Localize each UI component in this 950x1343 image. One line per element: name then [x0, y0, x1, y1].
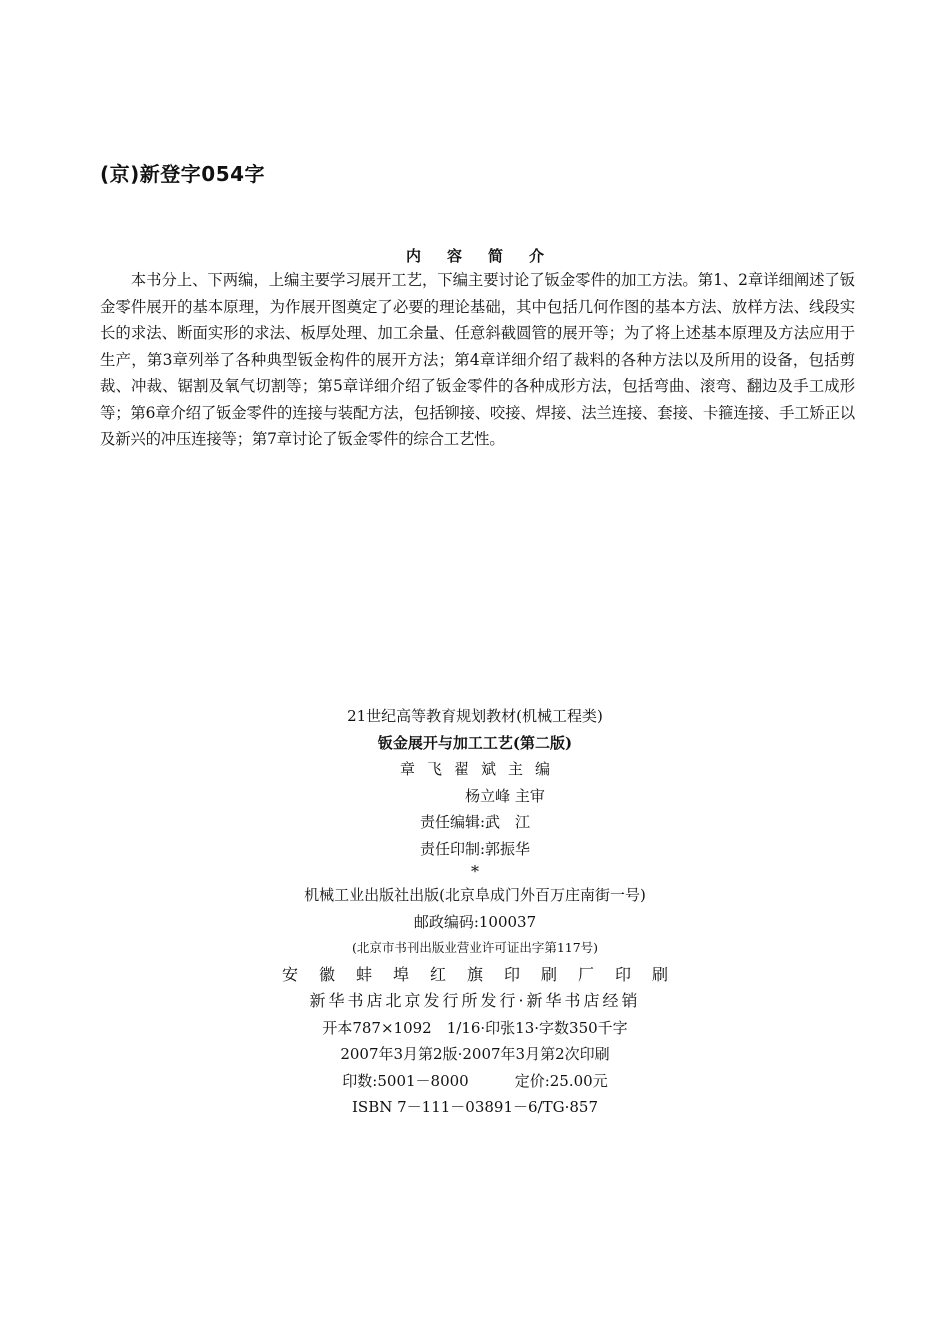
- responsible-editor: 责任编辑:武 江: [419, 813, 531, 831]
- book-title: 钣金展开与加工工艺(第二版): [377, 733, 573, 752]
- print-run: 印数:5001－8000: [342, 1071, 469, 1090]
- responsible-printing: 责任印制:郭振华: [419, 839, 531, 858]
- distributor: 新华书店北京发行所发行·新华书店经销: [309, 991, 641, 1010]
- chief-reviewer: 杨立峰 主审: [465, 786, 545, 805]
- series-name: 21世纪高等教育规划教材(机械工程类): [347, 707, 603, 725]
- printer: 安徽蚌埠红旗印刷厂印刷: [281, 964, 689, 984]
- editor-in-chief: 章飞翟斌主编: [399, 760, 562, 778]
- price: 定价:25.00元: [514, 1071, 608, 1090]
- publisher: 机械工业出版社出版(北京阜成门外百万庄南街一号): [304, 886, 646, 904]
- print-run-and-price: [0, 1068, 950, 1095]
- format-info: 开本787×1092 1/16·印张13·字数350千字: [322, 1018, 628, 1037]
- summary-paragraph: 本书分上、下两编，上编主要学习展开工艺，下编主要讨论了钣金零件的加工方法。第1、2章详细阐述了钣金零件展开的基本原理，为作展开图奠定了必要的理论基础，其中包括几何作图的基本方法、放样方法、线段实长的求法、断面实形的求法、板厚处理、加工余量、任意斜截圆管的展开等；为了将上述基本原理及方法应用于生产，第3章列举了各种典型钣金构件的展开方法；第4章详细介绍了裁料的各种方法以及所用的设备，包括剪裁、冲裁、锯割及氧气切割等；第5章详细介绍了钣金零件的各种成形方法，包括弯曲、滚弯、翻边及手工成形等；第6章介绍了钣金零件的连接与装配方法，包括铆接、咬接、焊接、法兰连接、套接、卡箍连接、手工矫正以及新兴的冲压连接等；第7章讨论了钣金零件的综合工艺性。: [100, 271, 855, 448]
- isbn: ISBN 7－111－03891－6/TG·857: [352, 1098, 598, 1116]
- postal-code: 邮政编码:100037: [413, 912, 537, 931]
- registration-number: (京)新登字054字: [100, 162, 266, 186]
- separator-star: *: [471, 862, 479, 881]
- colophon: [0, 703, 950, 1121]
- publishing-license: (北京市书刊出版业营业许可证出字第117号): [351, 940, 599, 955]
- summary-heading: 内容简介: [405, 247, 570, 265]
- edition-info: 2007年3月第2版·2007年3月第2次印刷: [340, 1045, 610, 1063]
